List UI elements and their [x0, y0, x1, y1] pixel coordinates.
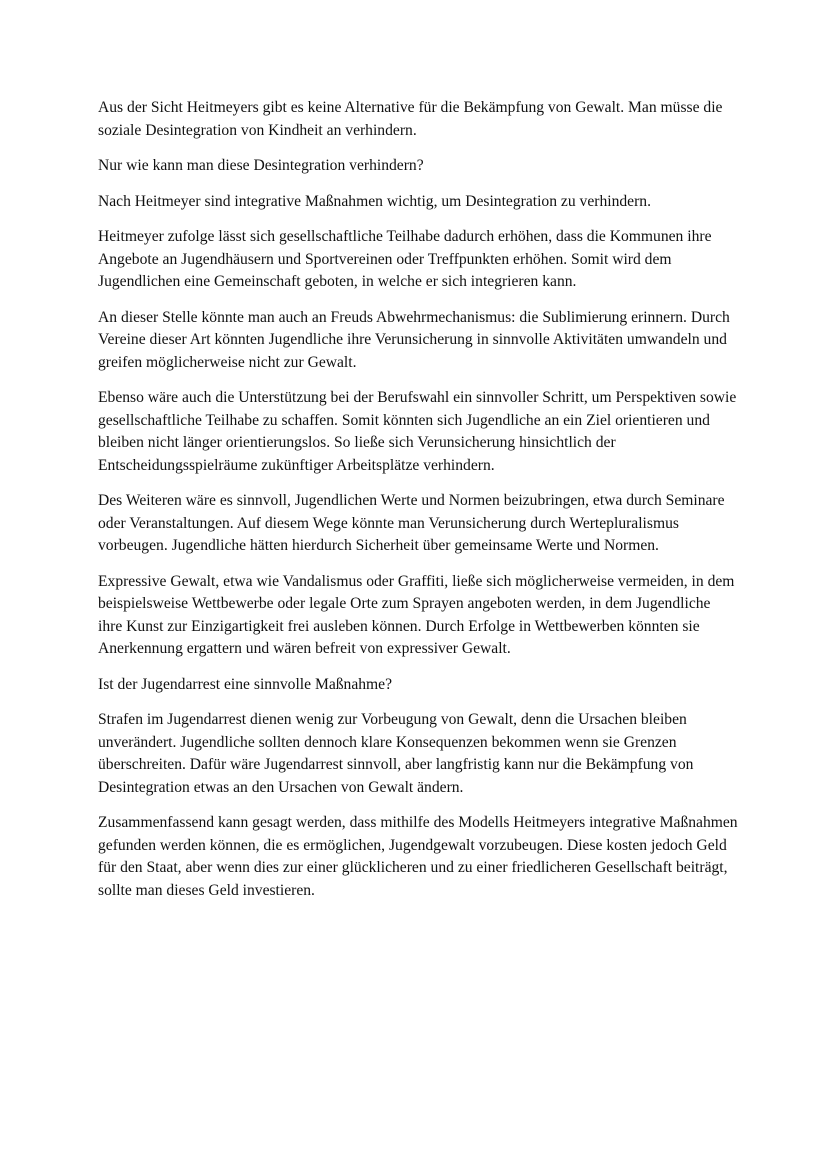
paragraph-integrative-measures: Nach Heitmeyer sind integrative Maßnahmen wichtig, um Desintegration zu verhindern.	[98, 192, 651, 210]
paragraph-conclusion: Zusammenfassend kann gesagt werden, dass mithilfe des Modells Heitmeyers integrative Maßnahmen gefunden werden können, die es ermöglichen, Jugendgewalt vorzubeugen. Diese kosten jedoch Geld für den Staat, aber wenn dies zur einer glücklicheren und zu einer friedlicheren Gesellschaft beiträgt, sollte man dieses Geld investieren.	[98, 814, 738, 899]
paragraph-question-juvenile-detention: Ist der Jugendarrest eine sinnvolle Maßnahme?	[98, 675, 393, 693]
paragraph-question-prevention: Nur wie kann man diese Desintegration verhindern?	[98, 157, 424, 174]
paragraph-values-norms: Des Weiteren wäre es sinnvoll, Jugendlichen Werte und Normen beizubringen, etwa durch Seminare oder Veranstaltungen. Auf diesem Wege könnte man Verunsicherung durch Wertepluralismus vorbeugen. Jugendliche hätten hierdurch Sicherheit über gemeinsame Werte und Normen.	[98, 492, 725, 554]
paragraph-juvenile-detention: Strafen im Jugendarrest dienen wenig zur Vorbeugung von Gewalt, denn die Ursachen bleiben unverändert. Jugendliche sollten dennoch klare Konsequenzen bekommen wenn sie Grenzen überschreiten. Dafür wäre Jugendarrest sinnvoll, aber langfristig kann nur die Bekämpfung von Desintegration etwas an den Ursachen von Gewalt ändern.	[98, 711, 694, 796]
paragraph-intro: Aus der Sicht Heitmeyers gibt es keine Alternative für die Bekämpfung von Gewalt. Man müsse die soziale Desintegration von Kindheit an verhindern.	[98, 99, 723, 139]
paragraph-social-participation: Heitmeyer zufolge lässt sich gesellschaftliche Teilhabe dadurch erhöhen, dass die Kommunen ihre Angebote an Jugendhäusern und Sportvereinen oder Treffpunkten erhöhen. Somit wird dem Jugendlichen eine Gemeinschaft geboten, in welche er sich integrieren kann.	[98, 228, 712, 290]
paragraph-expressive-violence: Expressive Gewalt, etwa wie Vandalismus oder Graffiti, ließe sich möglicherweise vermeiden, in dem beispielsweise Wettbewerbe oder legale Orte zum Sprayen angeboten werden, in dem Jugendliche ihre Kunst zur Einzigartigkeit frei ausleben können. Durch Erfolge in Wettbewerben könnten sie Anerkennung ergattern und wären befreit von expressiver Gewalt.	[98, 572, 735, 657]
document-body	[98, 97, 738, 915]
paragraph-sublimation: An dieser Stelle könnte man auch an Freuds Abwehrmechanismus: die Sublimierung erinnern. Durch Vereine dieser Art könnten Jugendliche ihre Verunsicherung in sinnvolle Aktivitäten umwandeln und greifen möglicherweise nicht zur Gewalt.	[98, 308, 730, 371]
paragraph-career-support: Ebenso wäre auch die Unterstützung bei der Berufswahl ein sinnvoller Schritt, um Perspektiven sowie gesellschaftliche Teilhabe zu schaffen. Somit könnten sich Jugendliche an ein Ziel orientieren und bleiben nicht länger orientierungslos. So ließe sich Verunsicherung hinsichtlich der Entscheidungsspielräume zukünftiger Arbeitsplätze verhindern.	[98, 389, 737, 474]
